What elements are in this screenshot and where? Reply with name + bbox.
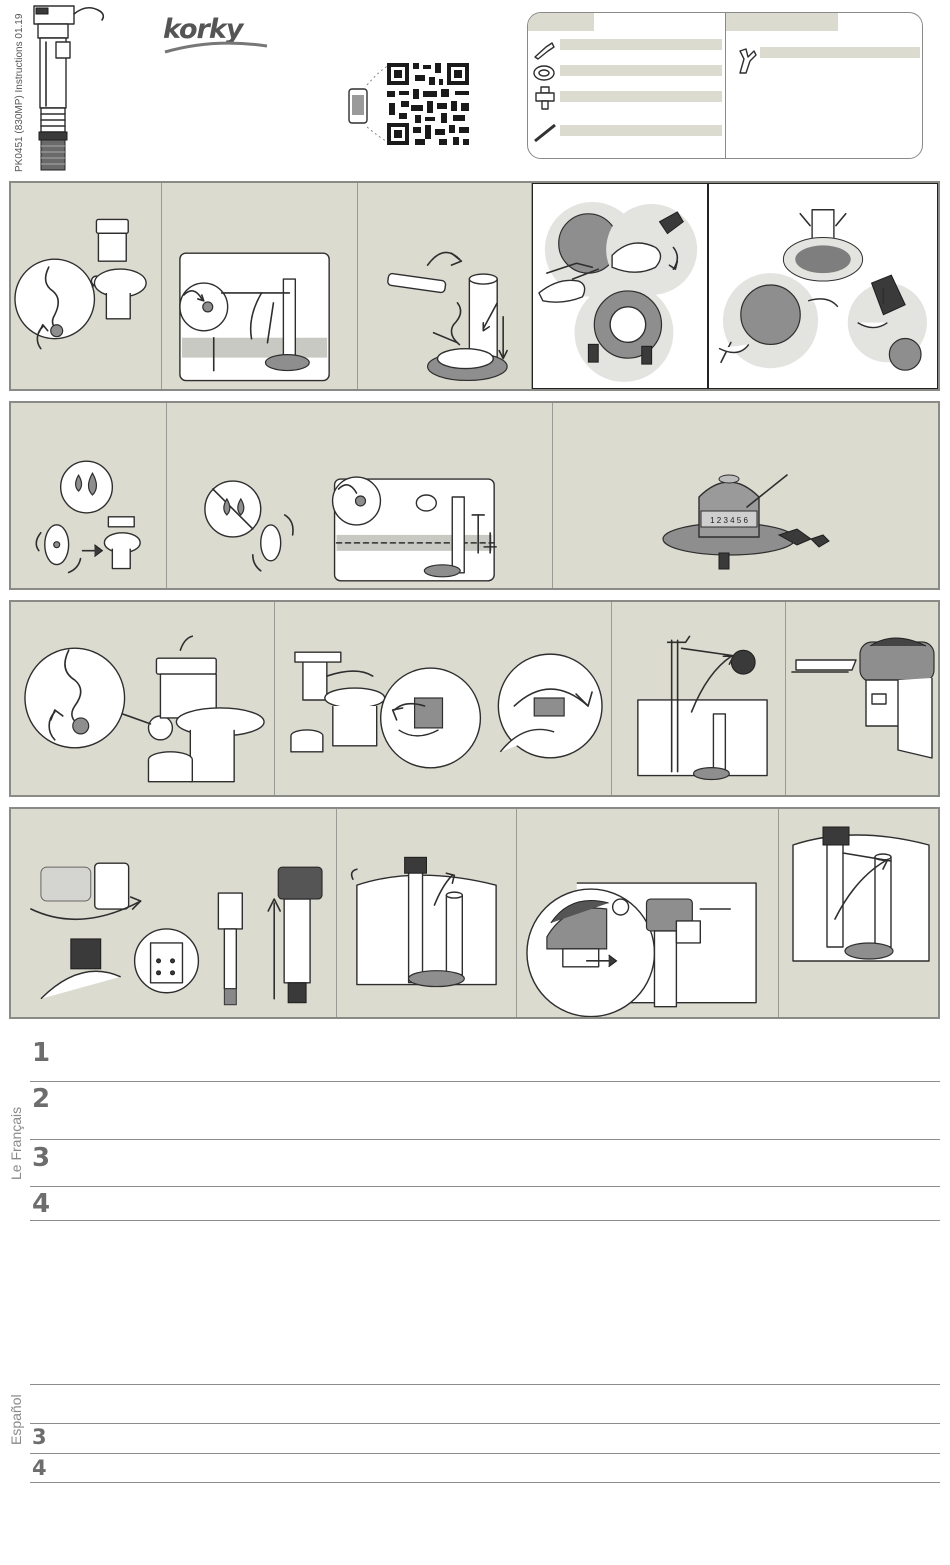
adjustable-flapper-illustration xyxy=(553,403,938,588)
panel-disconnect-supply xyxy=(11,602,275,795)
panel-loosen-nut xyxy=(275,602,612,795)
panel-shut-water xyxy=(11,183,162,389)
panel-tighten-valve xyxy=(517,809,779,1017)
remove-old-valve-illustration xyxy=(612,602,785,795)
shut-off-valve-illustration xyxy=(11,183,161,389)
valve-adapter-icon xyxy=(532,85,558,111)
fr-step-3-number: 3 xyxy=(32,1143,51,1173)
clip-tool-icon xyxy=(734,45,760,77)
document-code: PK0451 (830MP) Instructions 01.19 xyxy=(14,13,25,172)
step-row-4 xyxy=(9,807,940,1019)
panel-check-water-level xyxy=(167,403,553,588)
parts-header-right xyxy=(726,13,838,31)
adjust-height-illustration xyxy=(11,809,336,1017)
connect-refill-illustration xyxy=(779,809,938,1017)
attach-flapper-illustration xyxy=(709,184,937,388)
language-label-spanish: Español xyxy=(8,1394,24,1445)
parts-list-box xyxy=(527,12,923,159)
detach-clips-illustration xyxy=(533,184,707,388)
disconnect-supply-illustration xyxy=(11,602,274,795)
insert-valve-illustration xyxy=(337,809,516,1017)
es-step-3-number: 3 xyxy=(32,1425,47,1449)
logo-swoosh-icon xyxy=(163,40,273,56)
flapper-dial-numbers: 1 2 3 4 5 6 xyxy=(710,516,748,525)
part-line-2 xyxy=(560,65,722,76)
water-level-illustration xyxy=(167,403,552,588)
fr-step-4-divider xyxy=(30,1220,940,1221)
fr-step-2-number: 2 xyxy=(32,1084,51,1114)
panel-flush-tank xyxy=(162,183,358,389)
step-row-1 xyxy=(9,181,940,391)
remove-flapper-illustration xyxy=(358,183,531,389)
tube-icon xyxy=(532,121,558,145)
fr-step-4-number: 4 xyxy=(32,1189,51,1219)
brand-logo xyxy=(163,14,273,54)
header xyxy=(0,0,950,180)
panel-connect-refill xyxy=(779,809,938,1017)
step-row-2 xyxy=(9,401,940,590)
es-step-2-divider xyxy=(30,1423,940,1424)
language-label-french: Le Français xyxy=(8,1106,24,1180)
tighten-valve-illustration xyxy=(517,809,778,1017)
panel-adjust-height xyxy=(11,809,337,1017)
panel-insert-valve xyxy=(337,809,517,1017)
fr-step-1-number: 1 xyxy=(32,1038,51,1068)
panel-detach-clips xyxy=(532,183,708,389)
brand-logo-text: korky xyxy=(163,14,243,45)
es-top-divider xyxy=(30,1384,940,1385)
valve-head-illustration xyxy=(786,602,938,795)
wrench-clip-icon xyxy=(532,39,556,61)
es-step-3-divider xyxy=(30,1453,940,1454)
es-step-4-divider xyxy=(30,1482,940,1483)
turn-on-water-illustration xyxy=(11,403,166,588)
fill-valve-illustration xyxy=(28,2,108,174)
fr-step-1-divider xyxy=(30,1081,940,1082)
qr-code[interactable] xyxy=(345,55,475,150)
panel-install-valve-head xyxy=(786,602,938,795)
panel-remove-old-valve xyxy=(612,602,786,795)
panel-remove-flapper xyxy=(358,183,532,389)
panel-attach-flapper xyxy=(708,183,938,389)
seal-ring-icon xyxy=(532,63,556,83)
parts-header-left xyxy=(528,13,594,31)
es-step-4-number: 4 xyxy=(32,1456,47,1480)
panel-adjustable-flapper xyxy=(553,403,938,588)
loosen-nut-illustration xyxy=(275,602,611,795)
panel-turn-on-water xyxy=(11,403,167,588)
fr-step-3-divider xyxy=(30,1186,940,1187)
part-line-5 xyxy=(760,47,920,58)
flush-tank-illustration xyxy=(162,183,357,389)
fr-step-2-divider xyxy=(30,1139,940,1140)
part-line-3 xyxy=(560,91,722,102)
part-line-4 xyxy=(560,125,722,136)
parts-divider xyxy=(725,13,726,159)
step-row-3 xyxy=(9,600,940,797)
part-line-1 xyxy=(560,39,722,50)
